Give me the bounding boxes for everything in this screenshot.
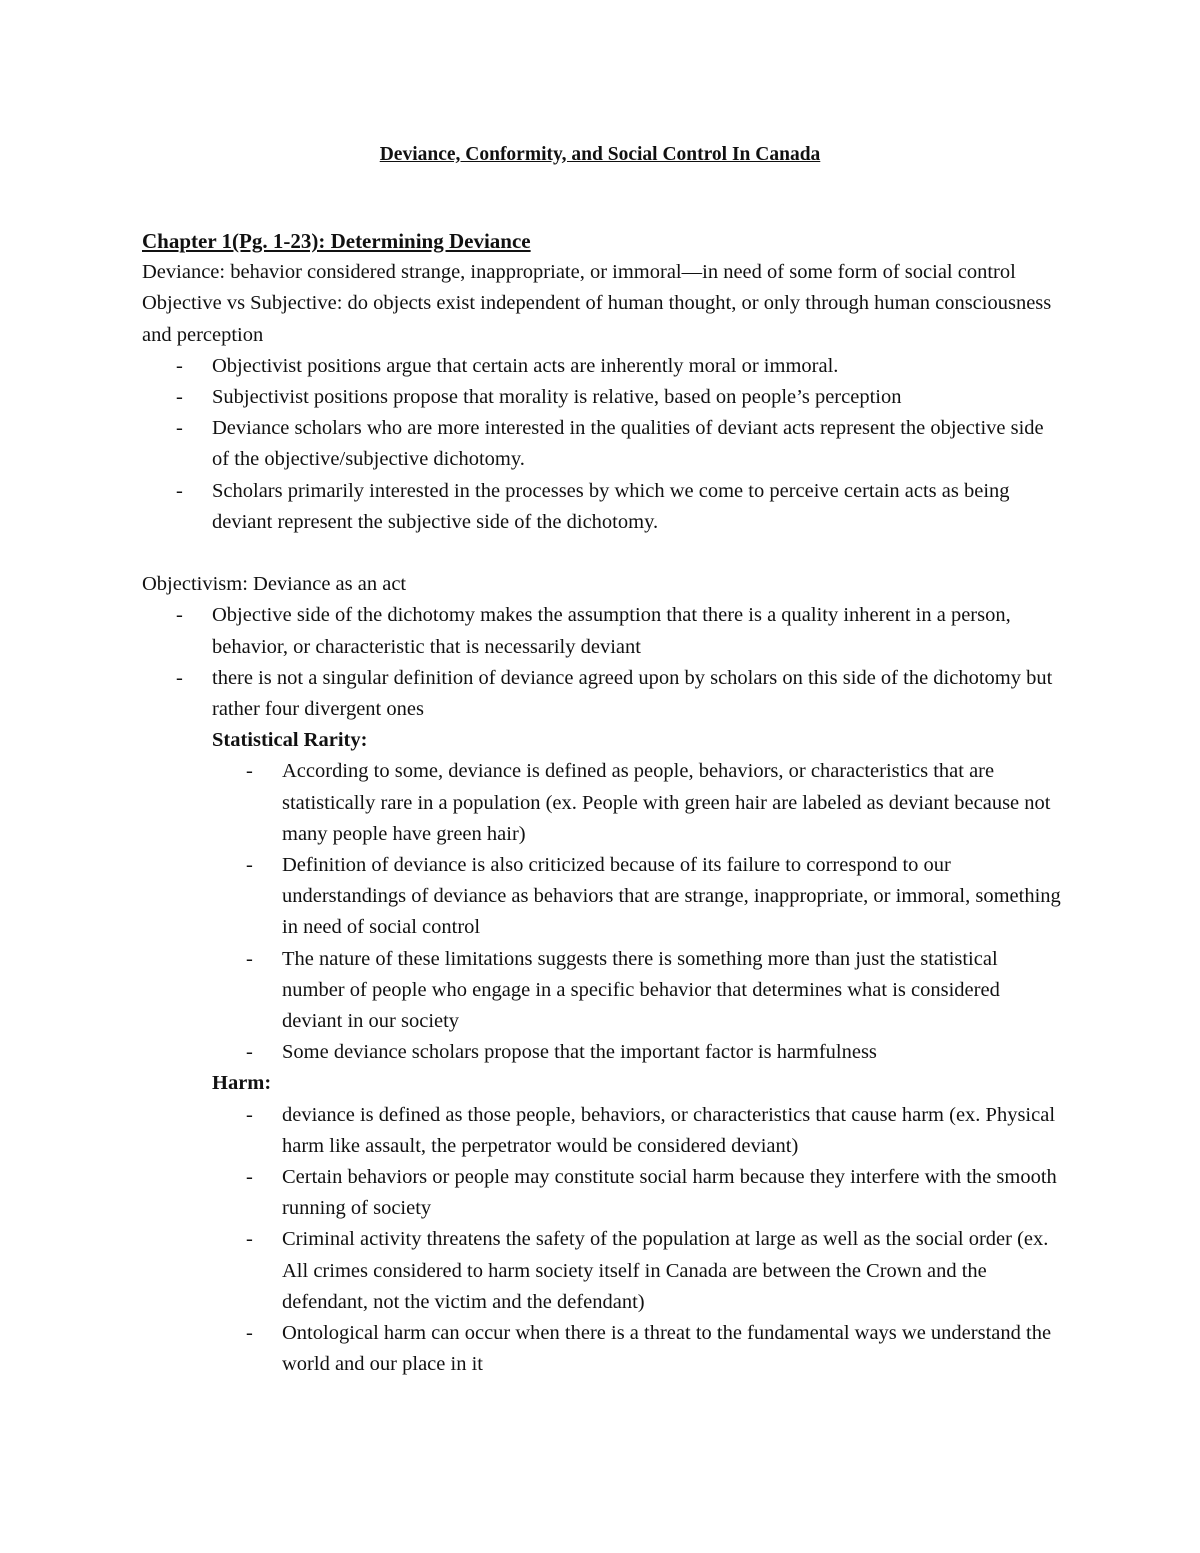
chapter-heading: Chapter 1(Pg. 1-23): Determining Deviance xyxy=(142,229,531,253)
harm-section xyxy=(142,1068,1062,1380)
statistical-rarity-heading: Statistical Rarity: xyxy=(212,729,368,752)
list-item: - Objective side of the dichotomy makes the assumption that there is a quality inherent in a person, behavior, or characteristic that is necessarily deviant xyxy=(142,600,1062,662)
list-item: - Some deviance scholars propose that the important factor is harmfulness xyxy=(212,1037,1062,1068)
list-item: - Subjectivist positions propose that morality is relative, based on people’s perception xyxy=(142,382,1062,413)
document-title: Deviance, Conformity, and Social Control In Canada xyxy=(379,144,821,165)
document-body xyxy=(142,226,1062,1381)
harm-heading: Harm: xyxy=(212,1072,272,1095)
objective-vs-subjective: Objective vs Subjective: do objects exist independent of human thought, or only through human consciousness and perception xyxy=(142,292,1052,346)
statistical-rarity-section xyxy=(142,725,1062,1068)
list-item: - Criminal activity threatens the safety of the population at large as well as the social order (ex. All crimes considered to harm society itself in Canada are between the Crown and the defendant, not the victim and the defendant) xyxy=(212,1224,1062,1318)
harm-list xyxy=(212,1100,1062,1381)
blank-line xyxy=(142,538,1062,569)
list-item: - Scholars primarily interested in the processes by which we come to perceive certain acts as being deviant represent the subjective side of the dichotomy. xyxy=(142,476,1062,538)
deviance-definition: Deviance: behavior considered strange, inappropriate, or immoral—in need of some form of social control xyxy=(142,261,1016,284)
list-item: - there is not a singular definition of deviance agreed upon by scholars on this side of the dichotomy but rather four divergent ones xyxy=(142,663,1062,725)
list-item: - Ontological harm can occur when there is a threat to the fundamental ways we understand the world and our place in it xyxy=(212,1318,1062,1380)
list-item: - Deviance scholars who are more interested in the qualities of deviant acts represent the objective side of the objective/subjective dichotomy. xyxy=(142,413,1062,475)
list-item: - Objectivist positions argue that certain acts are inherently moral or immoral. xyxy=(142,351,1062,382)
list-item: - deviance is defined as those people, behaviors, or characteristics that cause harm (ex. Physical harm like assault, the perpetrator would be considered deviant) xyxy=(212,1100,1062,1162)
list-item: - Definition of deviance is also criticized because of its failure to correspond to our understandings of deviance as behaviors that are strange, inappropriate, or immoral, something in need of social control xyxy=(212,850,1062,944)
objectivism-list xyxy=(142,600,1062,725)
objective-subjective-list xyxy=(142,351,1062,538)
statistical-rarity-list xyxy=(212,756,1062,1068)
list-item: - According to some, deviance is defined as people, behaviors, or characteristics that are statistically rare in a population (ex. People with green hair are labeled as deviant because not many people have green hair) xyxy=(212,756,1062,850)
objectivism-heading: Objectivism: Deviance as an act xyxy=(142,573,407,596)
list-item: - Certain behaviors or people may constitute social harm because they interfere with the smooth running of society xyxy=(212,1162,1062,1224)
list-item: - The nature of these limitations suggests there is something more than just the statistical number of people who engage in a specific behavior that determines what is considered deviant in our society xyxy=(212,944,1062,1038)
